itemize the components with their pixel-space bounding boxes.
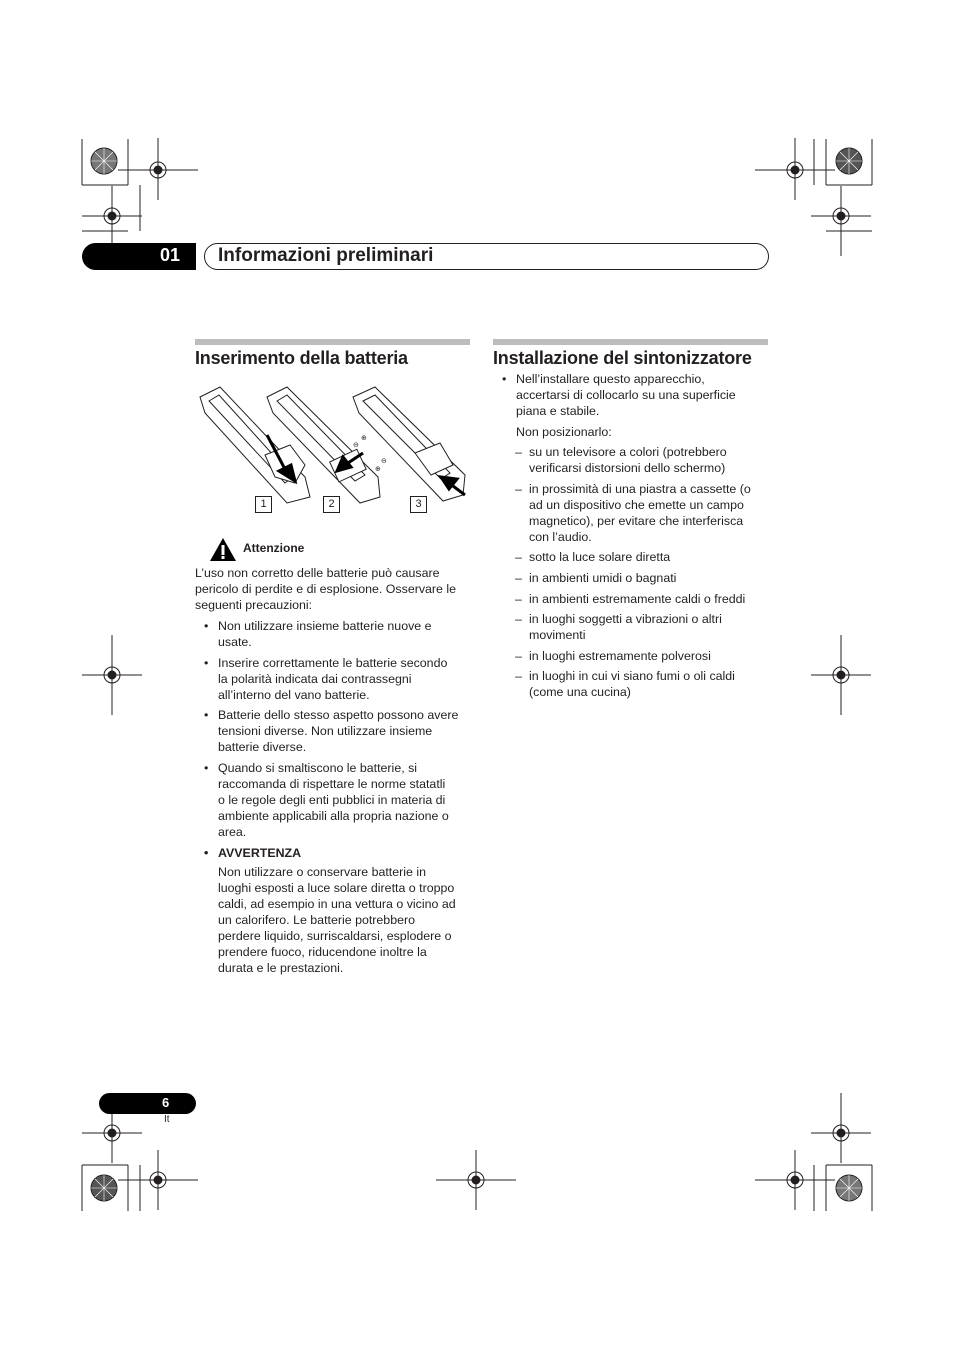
text-line: area. [218, 825, 247, 839]
heading-installation: Installazione del sintonizzatore [493, 348, 752, 368]
text-line: piana e stabile. [516, 404, 600, 418]
text-line: Inserire correttamente le batterie secondo [218, 656, 448, 670]
text-line: perdere liquido, surriscaldarsi, esplodere o [218, 929, 452, 943]
text-line: caldi, ad esempio in una vettura o vicino ad [218, 897, 456, 911]
dash-mark: – [515, 571, 522, 585]
dash-mark: – [515, 550, 522, 564]
text-line: Non utilizzare insieme batterie nuove e [218, 619, 432, 633]
heading-battery: Inserimento della batteria [195, 348, 408, 368]
text-line: Non utilizzare o conservare batterie in [218, 865, 426, 879]
text-line: batterie diverse. [218, 740, 307, 754]
text-line: ad un dispositivo che emette un campo [529, 498, 744, 512]
text-line: Batterie dello stesso aspetto possono avere [218, 708, 459, 722]
section-rule-right [493, 339, 768, 345]
text-line: la polarità indicata dai contrassegni [218, 672, 412, 686]
placement-item [515, 611, 722, 643]
chapter-title: Informazioni preliminari [218, 245, 434, 266]
dash-mark: – [515, 669, 522, 683]
text-line: verificarsi distorsioni dello schermo) [529, 461, 726, 475]
bullet-mark: • [204, 761, 209, 775]
text-line: movimenti [529, 628, 586, 642]
caution-item [204, 760, 449, 840]
text-line: in ambienti umidi o bagnati [529, 571, 677, 585]
caution-item [204, 655, 448, 703]
placement-item [515, 648, 711, 664]
dash-mark: – [515, 592, 522, 606]
page-number: 6 [162, 1095, 170, 1110]
dash-mark: – [515, 482, 522, 496]
text-line: all’interno del vano batterie. [218, 688, 370, 702]
text-line: prendere fuoco, riducendone inoltre la [218, 945, 427, 959]
bullet-mark: • [204, 656, 209, 670]
svg-text:⊕: ⊕ [361, 434, 367, 442]
text-line: raccomanda di rispettare le norme statatli [218, 777, 446, 791]
text-line: durata e le prestazioni. [218, 961, 344, 975]
text-line: L’uso non corretto delle batterie può causare [195, 566, 440, 580]
placement-item [515, 549, 671, 565]
warning-triangle-icon [209, 537, 237, 562]
svg-text:⊕: ⊕ [375, 465, 381, 473]
chapter-number: 01 [160, 245, 181, 265]
text-line: Quando si smaltiscono le batterie, si [218, 761, 418, 775]
text-line: in luoghi in cui vi siano fumi o oli caldi [529, 669, 735, 683]
text-line: luoghi esposti a luce solare diretta o troppo [218, 881, 455, 895]
text-line: in prossimità di una piastra a cassette (o [529, 482, 751, 496]
bullet-mark: • [502, 372, 507, 386]
text-line: un calorifero. Le batterie potrebbero [218, 913, 415, 927]
dash-mark: – [515, 612, 522, 626]
bullet-mark: • [204, 846, 209, 860]
bullet-mark: • [204, 619, 209, 633]
caution-intro [195, 565, 456, 613]
caution-item [204, 707, 459, 755]
dash-mark: – [515, 649, 522, 663]
svg-text:⊖: ⊖ [381, 457, 387, 465]
dash-mark: – [515, 445, 522, 459]
placement-item [515, 570, 677, 586]
warning-text [218, 864, 456, 976]
text-line: tensioni diverse. Non utilizzare insieme [218, 724, 433, 738]
text-line: usate. [218, 635, 252, 649]
text-line: in luoghi soggetti a vibrazioni o altri [529, 612, 722, 626]
placement-item [515, 591, 746, 607]
text-line: o le regole degli enti pubblici in materia di [218, 793, 446, 807]
text-line: con l’audio. [529, 530, 592, 544]
figure-step-1: 1 [255, 496, 272, 513]
placement-item [515, 481, 751, 545]
figure-step-3: 3 [410, 496, 427, 513]
bullet-mark: • [204, 708, 209, 722]
text-line: seguenti precauzioni: [195, 598, 313, 612]
text-line: pericolo di perdite e di esplosione. Osservare le [195, 582, 457, 596]
text-line: (come una cucina) [529, 685, 631, 699]
caution-item [204, 618, 432, 650]
svg-text:⊖: ⊖ [353, 441, 359, 449]
warning-label: AVVERTENZA [218, 846, 302, 860]
figure-step-2: 2 [323, 496, 340, 513]
section-rule-left [195, 339, 470, 345]
text-line: in luoghi estremamente polverosi [529, 649, 711, 663]
text-line: accertarsi di collocarlo su una superficie [516, 388, 736, 402]
text-line: ambiente applicabili alla propria nazione o [218, 809, 449, 823]
warning-item [204, 845, 302, 861]
text-line: Nell’installare questo apparecchio, [516, 372, 705, 386]
page-number-pill [99, 1093, 196, 1114]
installation-bullet [502, 371, 736, 419]
placement-item [515, 444, 727, 476]
caution-title: Attenzione [243, 541, 305, 555]
placement-item [515, 668, 735, 700]
text-line: in ambienti estremamente caldi o freddi [529, 592, 746, 606]
not-place-label: Non posizionarlo: [516, 425, 612, 439]
star-target [91, 148, 862, 1201]
page-language: It [164, 1114, 170, 1125]
text-line: su un televisore a colori (potrebbero [529, 445, 727, 459]
text-line: sotto la luce solare diretta [529, 550, 671, 564]
text-line: magnetico), per evitare che interferisca [529, 514, 744, 528]
